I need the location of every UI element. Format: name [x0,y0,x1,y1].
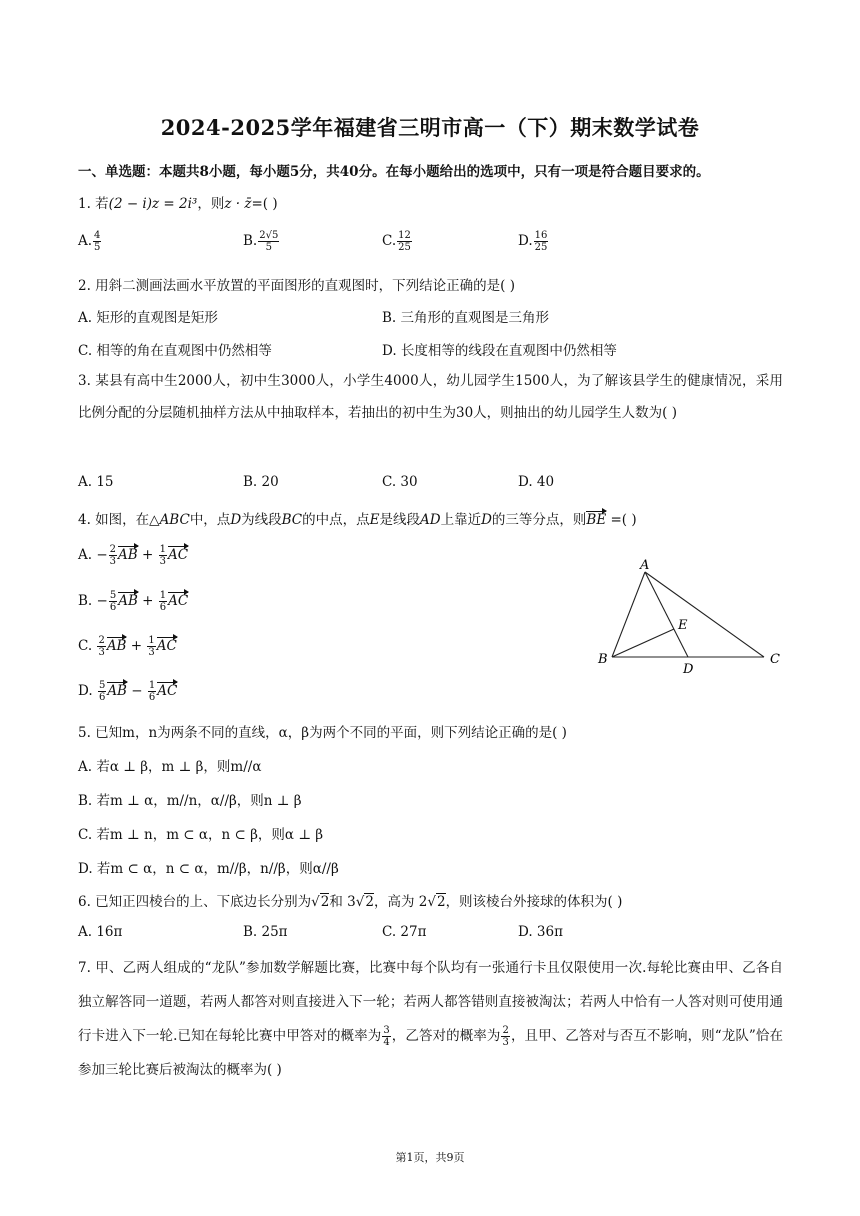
label-c: C [770,652,780,667]
exam-title: 2024-2025学年福建省三明市高一（下）期末数学试卷 [160,115,700,140]
q6-option-a: A. 16π [78,924,123,940]
q1-option-a: A. $\frac{4}{5}$ [78,230,101,253]
q6-option-b: B. 25π [243,924,288,940]
q4-stem: 4. 如图，在△ABC中，点D为线段BC的中点，点E是线段AD上靠近D的三等分点，则BE =( ) [78,512,637,528]
q2-stem: 2. 用斜二测画法画水平放置的平面图形的直观图时，下列结论正确的是( ) [78,278,515,294]
q3-option-b: B. 20 [243,474,279,490]
q5-option-b: B. 若m ⊥ α，m//n，α//β，则n ⊥ β [78,793,302,809]
q2-option-a: A. 矩形的直观图是矩形 [78,310,218,326]
q6-stem: 6. 已知正四棱台的上、下底边长分别为√2和 3√2，高为 2√2，则该棱台外接球的体积为( ) [78,894,623,910]
q5-option-d: D. 若m ⊂ α，n ⊂ α，m//β，n//β，则α//β [78,861,339,877]
label-e: E [678,618,688,633]
label-a: A [640,558,650,573]
page-footer: 第1页，共9页 [395,1151,465,1164]
section-header: 一、单选题：本题共8小题，每小题5分，共40分。在每小题给出的选项中，只有一项是符合题目要求的。 [78,164,710,180]
q1-option-c: C. $\frac{12}{25}$ [382,230,411,253]
q5-stem: 5. 已知m，n为两条不同的直线，α，β为两个不同的平面，则下列结论正确的是( ) [78,725,567,741]
label-d: D [683,662,694,677]
q3-stem: 3. 某县有高中生2000人，初中生3000人，小学生4000人，幼儿园学生1500人，为了解该县学生的健康情况，采用比例分配的分层随机抽样方法从中抽取样本，若抽出的初中生为30人，则抽出的幼儿园学生人数为( ) [78,373,783,421]
q3-option-d: D. 40 [518,474,555,490]
q4-option-d: D. $\frac{5}{6}$ AB − $\frac{1}{6}$ AC [78,680,178,703]
q2-option-c: C. 相等的角在直观图中仍然相等 [78,343,272,359]
q3-option-a: A. 15 [78,474,114,490]
q3-option-c: C. 30 [382,474,418,490]
q2-option-b: B. 三角形的直观图是三角形 [382,310,550,326]
segment-ac [645,572,764,657]
q4-option-a: A. − $\frac{2}{3}$ AB + $\frac{1}{3}$ AC [78,544,189,567]
q6-option-c: C. 27π [382,924,427,940]
q1-option-b: B. $\frac{2√5}{5}$ [243,230,279,253]
q4-triangle-figure [590,555,790,680]
q2-option-d: D. 长度相等的线段在直观图中仍然相等 [382,343,617,359]
q5-option-a: A. 若α ⊥ β，m ⊥ β，则m//α [78,759,262,775]
q1-option-d: D. $\frac{16}{25}$ [518,230,548,253]
segment-ad [645,572,688,657]
label-b: B [598,652,608,667]
q4-option-b: B. − $\frac{5}{6}$ AB + $\frac{1}{6}$ AC [78,590,189,613]
q5-option-c: C. 若m ⊥ n，m ⊂ α，n ⊂ β，则α ⊥ β [78,827,324,843]
q1-stem: 1. 若(2 − i)z = 2i³，则z · z̄=( ) [78,196,278,212]
q7-stem: 7. 甲、乙两人组成的“龙队”参加数学解题比赛，比赛中每个队均有一张通行卡且仅限使用一次.每轮比赛由甲、乙各自独立解答同一道题，若两人都答对则直接进入下一轮；若两人都答错则直接被淘汰；若两人中恰有一人答对则可使用通行卡进入下一轮.已知在每轮比赛中甲答对的概率为 $\frac{3}{4}$ ，乙答对的概率为 $\frac{2}{3}$ ，且甲、乙答对与否互不影响，则“龙队”恰在参加三轮比赛后被淘汰的概率为( ) [78,960,784,1078]
q6-option-d: D. 36π [518,924,563,940]
q4-option-c: C. $\frac{2}{3}$ AB + $\frac{1}{3}$ AC [78,635,177,658]
